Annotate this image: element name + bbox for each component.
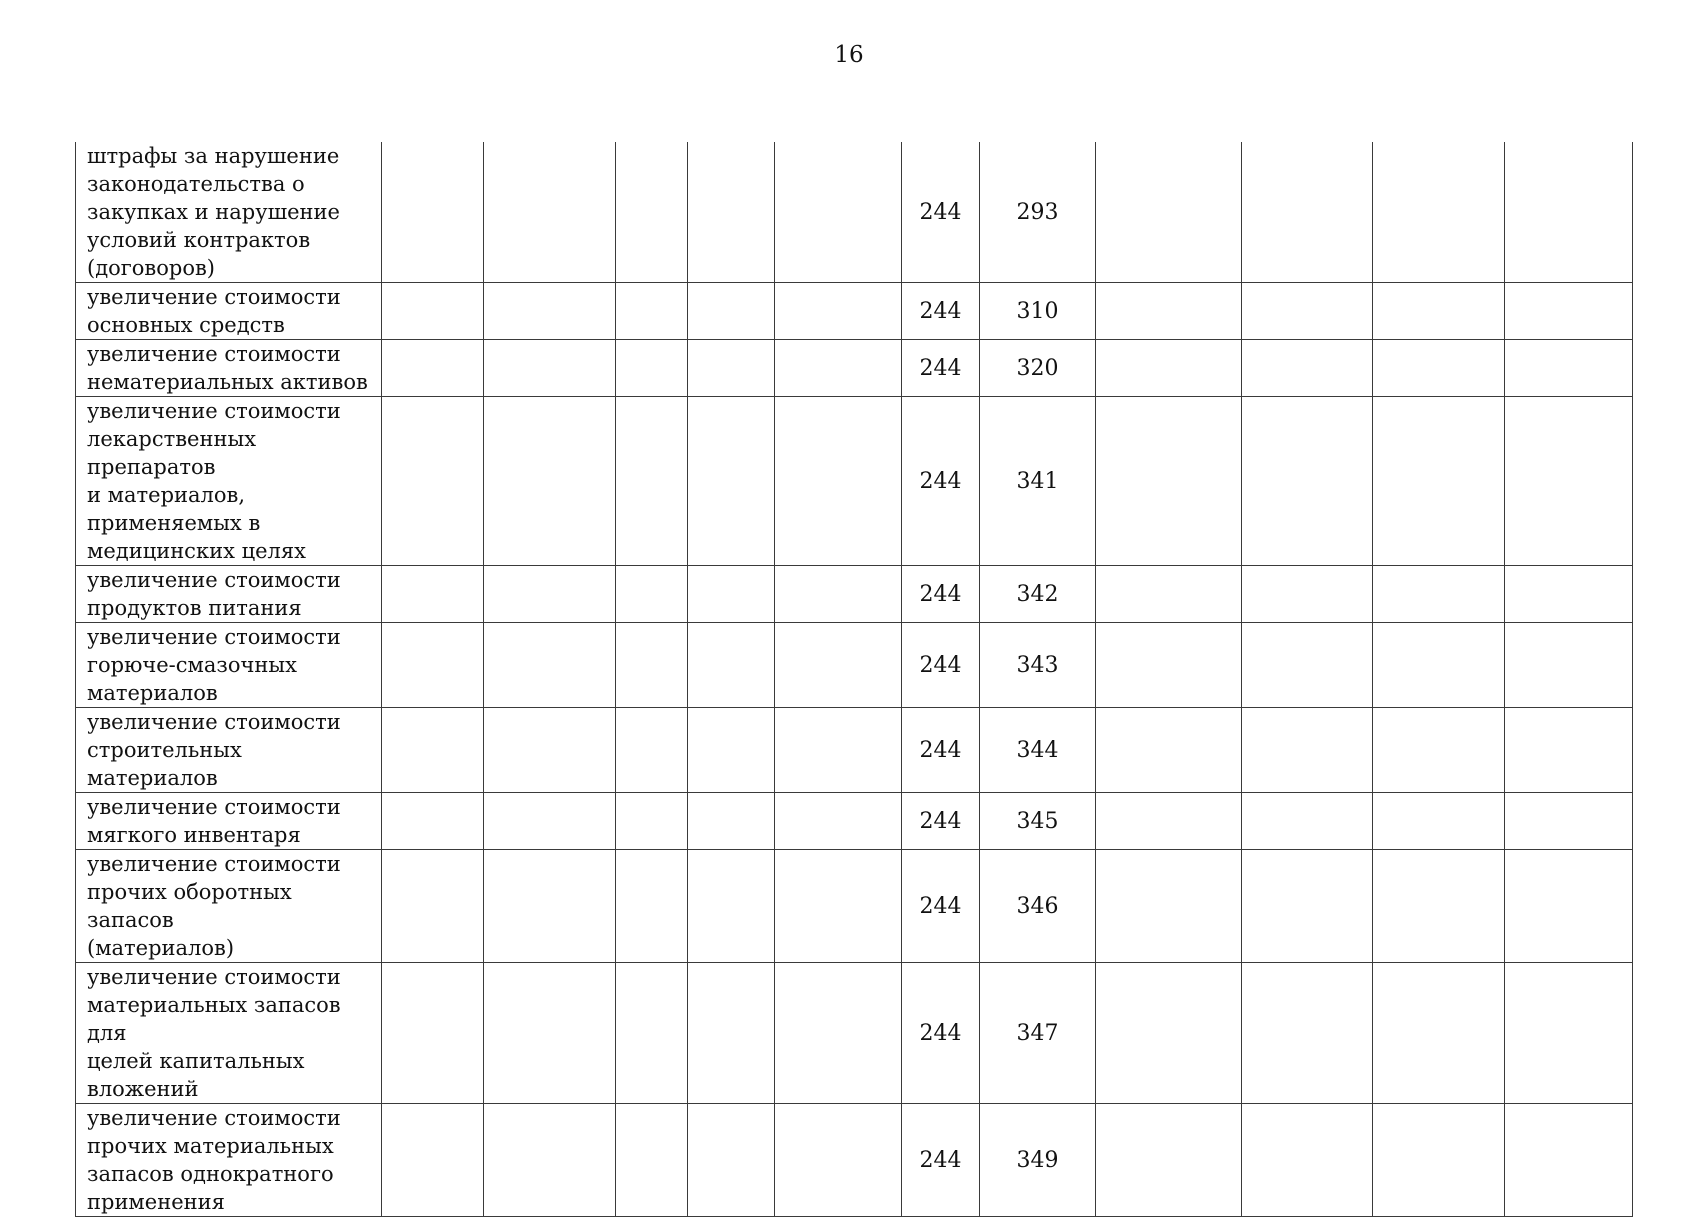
empty-cell <box>484 142 616 283</box>
empty-cell <box>1373 708 1505 793</box>
empty-cell <box>382 793 484 850</box>
empty-cell <box>1505 283 1633 340</box>
empty-cell <box>382 850 484 963</box>
empty-cell <box>1505 340 1633 397</box>
kosgu-code: 341 <box>980 397 1096 566</box>
empty-cell <box>775 142 902 283</box>
row-description: увеличение стоимости прочих материальных запасов однократного применения <box>76 1104 382 1217</box>
empty-cell <box>616 142 688 283</box>
budget-table <box>75 142 1633 1217</box>
expense-type-code: 244 <box>902 397 980 566</box>
expense-type-code: 244 <box>902 283 980 340</box>
kosgu-code: 346 <box>980 850 1096 963</box>
empty-cell <box>775 340 902 397</box>
kosgu-code: 349 <box>980 1104 1096 1217</box>
table-row <box>76 397 1633 566</box>
empty-cell <box>775 793 902 850</box>
empty-cell <box>688 340 775 397</box>
row-description: увеличение стоимости продуктов питания <box>76 566 382 623</box>
empty-cell <box>1505 142 1633 283</box>
empty-cell <box>1505 397 1633 566</box>
empty-cell <box>484 963 616 1104</box>
table-row <box>76 850 1633 963</box>
empty-cell <box>1373 340 1505 397</box>
empty-cell <box>688 566 775 623</box>
empty-cell <box>688 963 775 1104</box>
empty-cell <box>382 963 484 1104</box>
empty-cell <box>1373 963 1505 1104</box>
row-description: увеличение стоимости прочих оборотных запасов (материалов) <box>76 850 382 963</box>
empty-cell <box>1242 793 1373 850</box>
kosgu-code: 343 <box>980 623 1096 708</box>
empty-cell <box>616 623 688 708</box>
empty-cell <box>382 708 484 793</box>
expense-type-code: 244 <box>902 1104 980 1217</box>
empty-cell <box>1242 566 1373 623</box>
empty-cell <box>1373 142 1505 283</box>
empty-cell <box>1373 283 1505 340</box>
empty-cell <box>1373 397 1505 566</box>
empty-cell <box>382 566 484 623</box>
empty-cell <box>484 283 616 340</box>
table-row <box>76 283 1633 340</box>
empty-cell <box>1096 708 1242 793</box>
empty-cell <box>1505 850 1633 963</box>
page-number: 16 <box>834 42 864 68</box>
row-description: увеличение стоимости лекарственных препаратов и материалов, применяемых в медицинских целях <box>76 397 382 566</box>
empty-cell <box>688 142 775 283</box>
empty-cell <box>382 397 484 566</box>
empty-cell <box>775 283 902 340</box>
empty-cell <box>775 963 902 1104</box>
table-row <box>76 963 1633 1104</box>
empty-cell <box>484 566 616 623</box>
empty-cell <box>484 340 616 397</box>
empty-cell <box>1096 566 1242 623</box>
empty-cell <box>1373 850 1505 963</box>
kosgu-code: 320 <box>980 340 1096 397</box>
empty-cell <box>1096 963 1242 1104</box>
empty-cell <box>1505 963 1633 1104</box>
empty-cell <box>1096 142 1242 283</box>
expense-type-code: 244 <box>902 850 980 963</box>
empty-cell <box>616 397 688 566</box>
empty-cell <box>1373 566 1505 623</box>
empty-cell <box>1373 623 1505 708</box>
empty-cell <box>775 566 902 623</box>
row-description: увеличение стоимости нематериальных активов <box>76 340 382 397</box>
empty-cell <box>1242 623 1373 708</box>
empty-cell <box>688 708 775 793</box>
row-description: увеличение стоимости основных средств <box>76 283 382 340</box>
empty-cell <box>1096 283 1242 340</box>
table-row <box>76 142 1633 283</box>
empty-cell <box>616 793 688 850</box>
empty-cell <box>616 283 688 340</box>
empty-cell <box>688 283 775 340</box>
expense-type-code: 244 <box>902 708 980 793</box>
table-row <box>76 566 1633 623</box>
empty-cell <box>484 623 616 708</box>
empty-cell <box>382 142 484 283</box>
empty-cell <box>616 708 688 793</box>
empty-cell <box>775 850 902 963</box>
kosgu-code: 293 <box>980 142 1096 283</box>
empty-cell <box>1505 708 1633 793</box>
empty-cell <box>484 793 616 850</box>
empty-cell <box>484 850 616 963</box>
empty-cell <box>1505 566 1633 623</box>
empty-cell <box>1096 850 1242 963</box>
expense-type-code: 244 <box>902 963 980 1104</box>
empty-cell <box>382 623 484 708</box>
row-description: увеличение стоимости материальных запасов для целей капитальных вложений <box>76 963 382 1104</box>
table-row <box>76 793 1633 850</box>
empty-cell <box>1505 793 1633 850</box>
empty-cell <box>1505 623 1633 708</box>
empty-cell <box>382 340 484 397</box>
empty-cell <box>484 397 616 566</box>
empty-cell <box>1096 340 1242 397</box>
empty-cell <box>616 850 688 963</box>
empty-cell <box>1096 397 1242 566</box>
expense-type-code: 244 <box>902 793 980 850</box>
empty-cell <box>1242 963 1373 1104</box>
kosgu-code: 344 <box>980 708 1096 793</box>
row-description: увеличение стоимости горюче-смазочных материалов <box>76 623 382 708</box>
table-row <box>76 623 1633 708</box>
empty-cell <box>688 793 775 850</box>
empty-cell <box>1242 283 1373 340</box>
empty-cell <box>688 850 775 963</box>
empty-cell <box>484 708 616 793</box>
empty-cell <box>616 566 688 623</box>
empty-cell <box>775 397 902 566</box>
expense-type-code: 244 <box>902 566 980 623</box>
empty-cell <box>688 397 775 566</box>
kosgu-code: 347 <box>980 963 1096 1104</box>
empty-cell <box>1096 623 1242 708</box>
empty-cell <box>688 623 775 708</box>
empty-cell <box>1242 142 1373 283</box>
empty-cell <box>382 283 484 340</box>
expense-type-code: 244 <box>902 142 980 283</box>
empty-cell <box>616 963 688 1104</box>
table-row <box>76 340 1633 397</box>
empty-cell <box>1242 850 1373 963</box>
empty-cell <box>775 708 902 793</box>
empty-cell <box>616 340 688 397</box>
expense-type-code: 244 <box>902 623 980 708</box>
empty-cell <box>1242 708 1373 793</box>
row-description: увеличение стоимости мягкого инвентаря <box>76 793 382 850</box>
row-description: увеличение стоимости строительных материалов <box>76 708 382 793</box>
empty-cell <box>1373 793 1505 850</box>
empty-cell <box>1242 397 1373 566</box>
kosgu-code: 310 <box>980 283 1096 340</box>
expense-type-code: 244 <box>902 340 980 397</box>
row-description: штрафы за нарушение законодательства о закупках и нарушение условий контрактов (договоров) <box>76 142 382 283</box>
empty-cell <box>1242 340 1373 397</box>
empty-cell <box>1096 793 1242 850</box>
kosgu-code: 342 <box>980 566 1096 623</box>
table-row <box>76 708 1633 793</box>
empty-cell <box>775 623 902 708</box>
kosgu-code: 345 <box>980 793 1096 850</box>
